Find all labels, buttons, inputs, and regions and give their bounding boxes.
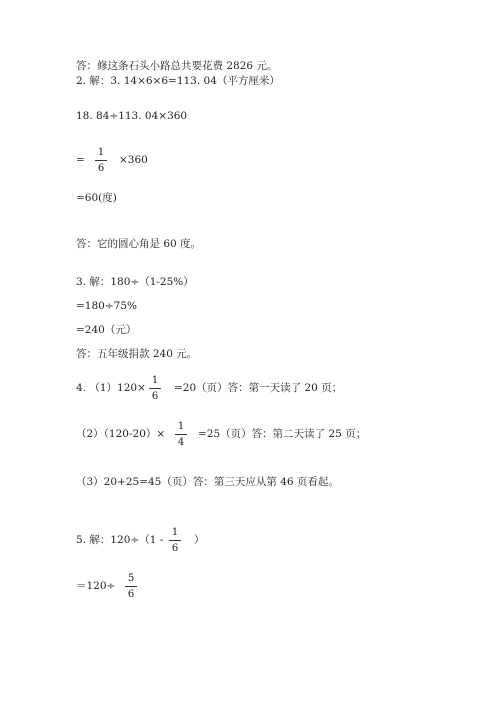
problem-3-result-line: =240（元） bbox=[76, 324, 137, 336]
problem-2-solution-line: 2. 解：3. 14×6×6=113. 04（平方厘米） bbox=[76, 75, 280, 87]
closing-paren: ） bbox=[194, 534, 205, 546]
fraction-bar bbox=[125, 586, 137, 587]
fraction-one-sixth: 1 6 bbox=[168, 527, 182, 554]
part-2-expression: （2）（120-20）× bbox=[76, 428, 166, 440]
problem-5-expression: 5. 解：120÷（1 - bbox=[76, 534, 164, 546]
problem-3-step-line: =180÷75% bbox=[76, 300, 137, 312]
fraction-five-sixths: 5 6 bbox=[124, 573, 138, 600]
problem-2-result-line: =60(度) bbox=[76, 192, 117, 204]
fraction-bar bbox=[169, 540, 181, 541]
answer-3-line: 答：五年级捐款 240 元。 bbox=[76, 348, 198, 360]
fraction-one-sixth: 1 6 bbox=[148, 375, 162, 402]
fraction-one-sixth: 1 6 bbox=[94, 147, 108, 174]
problem-5-step-expression: ＝120÷ bbox=[76, 580, 116, 592]
problem-2-step-line: 18. 84÷113. 04×360 bbox=[76, 110, 188, 122]
fraction-bar bbox=[95, 160, 107, 161]
part-1-answer: =20（页）答：第一天读了 20 页； bbox=[174, 382, 343, 394]
fraction-bar bbox=[175, 434, 187, 435]
part-1-expression: 4. （1）120× bbox=[76, 382, 146, 394]
multiply-360: ×360 bbox=[119, 154, 148, 166]
problem-3-solution-line: 3. 解：180÷（1-25%） bbox=[76, 276, 194, 288]
problem-4-part-3-line: （3）20+25=45（页）答：第三天应从第 46 页看起。 bbox=[76, 476, 339, 488]
part-2-answer: =25（页）答：第二天读了 25 页； bbox=[198, 428, 367, 440]
equals-sign: = bbox=[76, 154, 85, 166]
fraction-bar bbox=[149, 388, 161, 389]
answer-2-line: 答：它的圆心角是 60 度。 bbox=[76, 238, 202, 250]
answer-1-line: 答：修这条石头小路总共要花费 2826 元。 bbox=[76, 60, 278, 72]
fraction-one-quarter: 1 4 bbox=[174, 421, 188, 448]
